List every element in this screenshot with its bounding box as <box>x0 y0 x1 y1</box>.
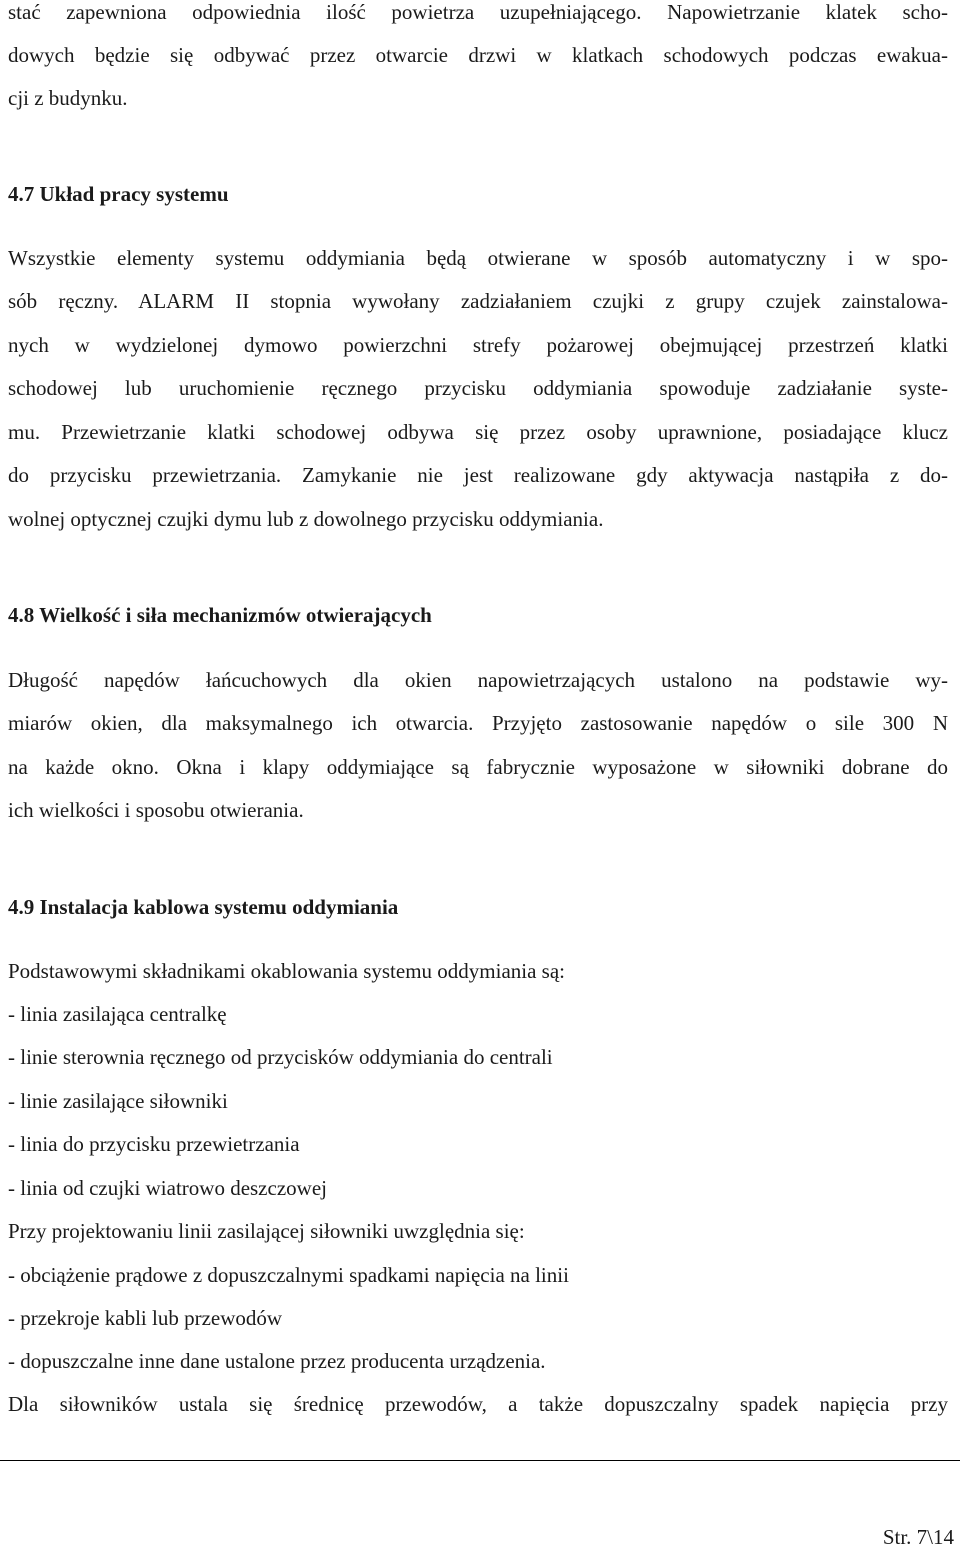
list-item: - dopuszczalne inne dane ustalone przez producenta urządzenia. <box>8 1349 546 1373</box>
list-item: - linia od czujki wiatrowo deszczowej <box>8 1176 327 1200</box>
text-line: na każde okno. Okna i klapy oddymiające są fabrycznie wyposażone w siłowniki dobrane do <box>8 755 948 779</box>
text-line: sób ręczny. ALARM II stopnia wywołany zadziałaniem czujki z grupy czujek zainstalowa- <box>8 289 948 313</box>
list-item: - linia zasilająca centralkę <box>8 1002 227 1026</box>
text-line: do przycisku przewietrzania. Zamykanie nie jest realizowane gdy aktywacja nastąpiła z do- <box>8 463 948 487</box>
list-item: - linia do przycisku przewietrzania <box>8 1132 300 1156</box>
text-line: Wszystkie elementy systemu oddymiania będą otwierane w sposób automatyczny i w spo- <box>8 246 948 270</box>
list-item: - przekroje kabli lub przewodów <box>8 1306 283 1330</box>
text-line: miarów okien, dla maksymalnego ich otwarcia. Przyjęto zastosowanie napędów o sile 300 N <box>8 711 948 735</box>
list-item: - obciążenie prądowe z dopuszczalnymi spadkami napięcia na linii <box>8 1263 569 1287</box>
section-heading-4-7: 4.7 Układ pracy systemu <box>8 182 229 206</box>
page-number: Str. 7\14 <box>882 1525 954 1549</box>
text-line: schodowej lub uruchomienie ręcznego przycisku oddymiania spowoduje zadziałanie syste- <box>8 376 948 400</box>
text-line: Długość napędów łańcuchowych dla okien napowietrzających ustalono na podstawie wy- <box>8 668 948 692</box>
text-line: cji z budynku. <box>8 86 128 110</box>
text-line: mu. Przewietrzanie klatki schodowej odbywa się przez osoby uprawnione, posiadające klucz <box>8 420 948 444</box>
section-heading-4-8: 4.8 Wielkość i siła mechanizmów otwierających <box>8 603 432 627</box>
text-line: Dla siłowników ustala się średnicę przewodów, a także dopuszczalny spadek napięcia przy <box>8 1392 948 1416</box>
text-line: wolnej optycznej czujki dymu lub z dowolnego przycisku oddymiania. <box>8 507 604 531</box>
text-line: stać zapewniona odpowiednia ilość powietrza uzupełniającego. Napowietrzanie klatek scho- <box>8 0 948 24</box>
text-line: nych w wydzielonej dymowo powierzchni strefy pożarowej obejmującej przestrzeń klatki <box>8 333 948 357</box>
text-line: Podstawowymi składnikami okablowania systemu oddymiania są: <box>8 959 566 983</box>
text-line: ich wielkości i sposobu otwierania. <box>8 798 304 822</box>
footer-divider <box>0 1460 960 1461</box>
list-item: - linie sterownia ręcznego od przycisków oddymiania do centrali <box>8 1045 553 1069</box>
text-line: Przy projektowaniu linii zasilającej siłowniki uwzględnia się: <box>8 1219 525 1243</box>
list-item: - linie zasilające siłowniki <box>8 1089 228 1113</box>
text-line: dowych będzie się odbywać przez otwarcie drzwi w klatkach schodowych podczas ewakua- <box>8 43 948 67</box>
section-heading-4-9: 4.9 Instalacja kablowa systemu oddymiania <box>8 895 399 919</box>
